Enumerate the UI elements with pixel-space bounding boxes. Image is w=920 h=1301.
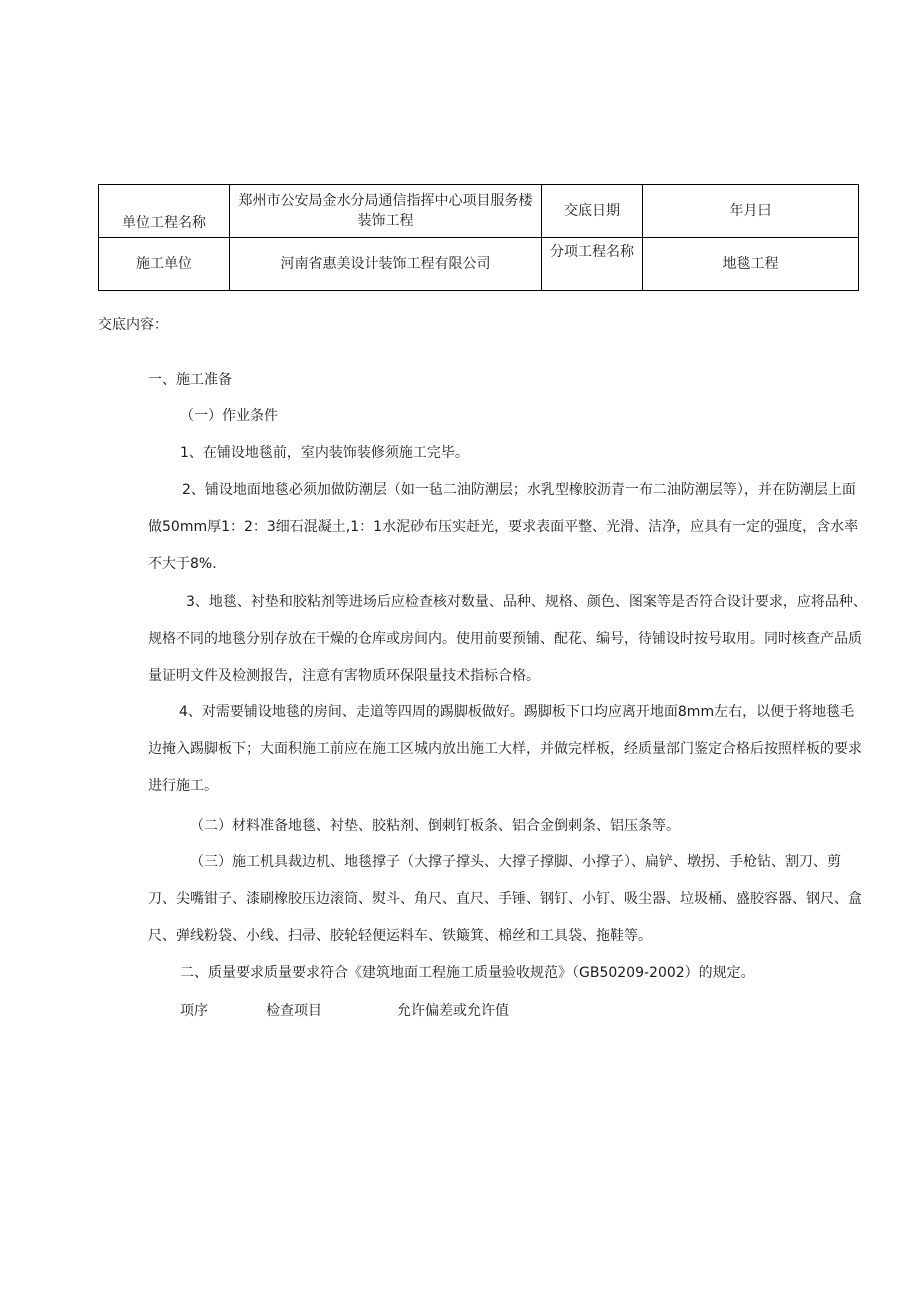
unit-value: 郑州市公安局金水分局通信指挥中心项目服务楼装饰工程 (230, 185, 542, 238)
unit-label: 单位工程名称 (99, 185, 230, 238)
contractor-value: 河南省惠美设计装饰工程有限公司 (230, 238, 542, 291)
header-row-contractor (99, 238, 859, 291)
item-3: 3、地毯、衬垫和胶粘剂等进场后应检查核对数量、品种、规格、颜色、图案等是否符合设计要求，应将品种、规格不同的地毯分别存放在干燥的仓库或房间内。使用前要预铺、配花、编号，待铺设时按号取用。同时核查产品质量证明文件及检测报告，注意有害物质环保限量技术指标合格。 (148, 594, 867, 684)
item-1: 1、在铺设地毯前，室内装饰装修须施工完毕。 (180, 445, 469, 461)
column-tolerance: 允许偏差或允许值 (397, 1003, 509, 1019)
column-check-item: 检查项目 (266, 1003, 322, 1019)
section2-quality: 二、质量要求质量要求符合《建筑地面工程施工质量验收规范》（GB50209-2002）的规定。 (180, 965, 755, 981)
header-table (98, 184, 859, 291)
date-value: 年月曰 (643, 185, 859, 238)
contractor-label: 施工单位 (99, 238, 230, 291)
date-label: 交底日期 (542, 185, 643, 238)
content-heading: 交底内容： (98, 317, 168, 333)
section1-title: 一、施工准备 (148, 372, 232, 388)
item-4: 4、对需要铺设地毯的房间、走道等四周的踢脚板做好。踢脚板下口均应离开地面8mm左右，以便于将地毯毛边掩入踢脚板下；大面积施工前应在施工区城内放出施工大样，并做完样板，经质量部门鉴定合格后按照样板的要求进行施工。 (148, 704, 862, 794)
inspection-columns (180, 1000, 509, 1020)
sub-project-label: 分项工程名称 (542, 238, 643, 291)
sub3-tools: （三）施工机具裁边机、地毯撑子（大撑子撑头、大撑子撑脚、小撑子）、扁铲、墩拐、手枪钻、割刀、剪刀、尖嘴钳子、漆刷橡胶压边滚筒、熨斗、角尺、直尺、手锤、钢钉、小钉、吸尘器、垃圾桶、盛胶容器、钢尺、盒尺、弹线粉袋、小线、扫帚、胶轮轻便运料车、铁簸箕、棉丝和工具袋、拖鞋等。 (148, 854, 862, 944)
header-row-unit (99, 185, 859, 238)
column-item-no: 项序 (180, 1003, 208, 1019)
sub1-title: （一）作业条件 (180, 408, 278, 424)
item-2: 2、铺设地面地毯必须加做防潮层（如一毡二油防潮层；水乳型橡胶沥青一布二油防潮层等），并在防潮层上面做50mm厚1：2：3细石混凝土,1：1水泥砂布压实赶光，要求表面平整、光滑、洁净，应具有一定的强度，含水率不大于8%. (148, 482, 859, 572)
sub-project-value: 地毯工程 (643, 238, 859, 291)
sub2-materials: （二）材料准备地毯、衬垫、胶粘剂、倒刺钉板条、铝合金倒刺条、铝压条等。 (190, 818, 680, 834)
